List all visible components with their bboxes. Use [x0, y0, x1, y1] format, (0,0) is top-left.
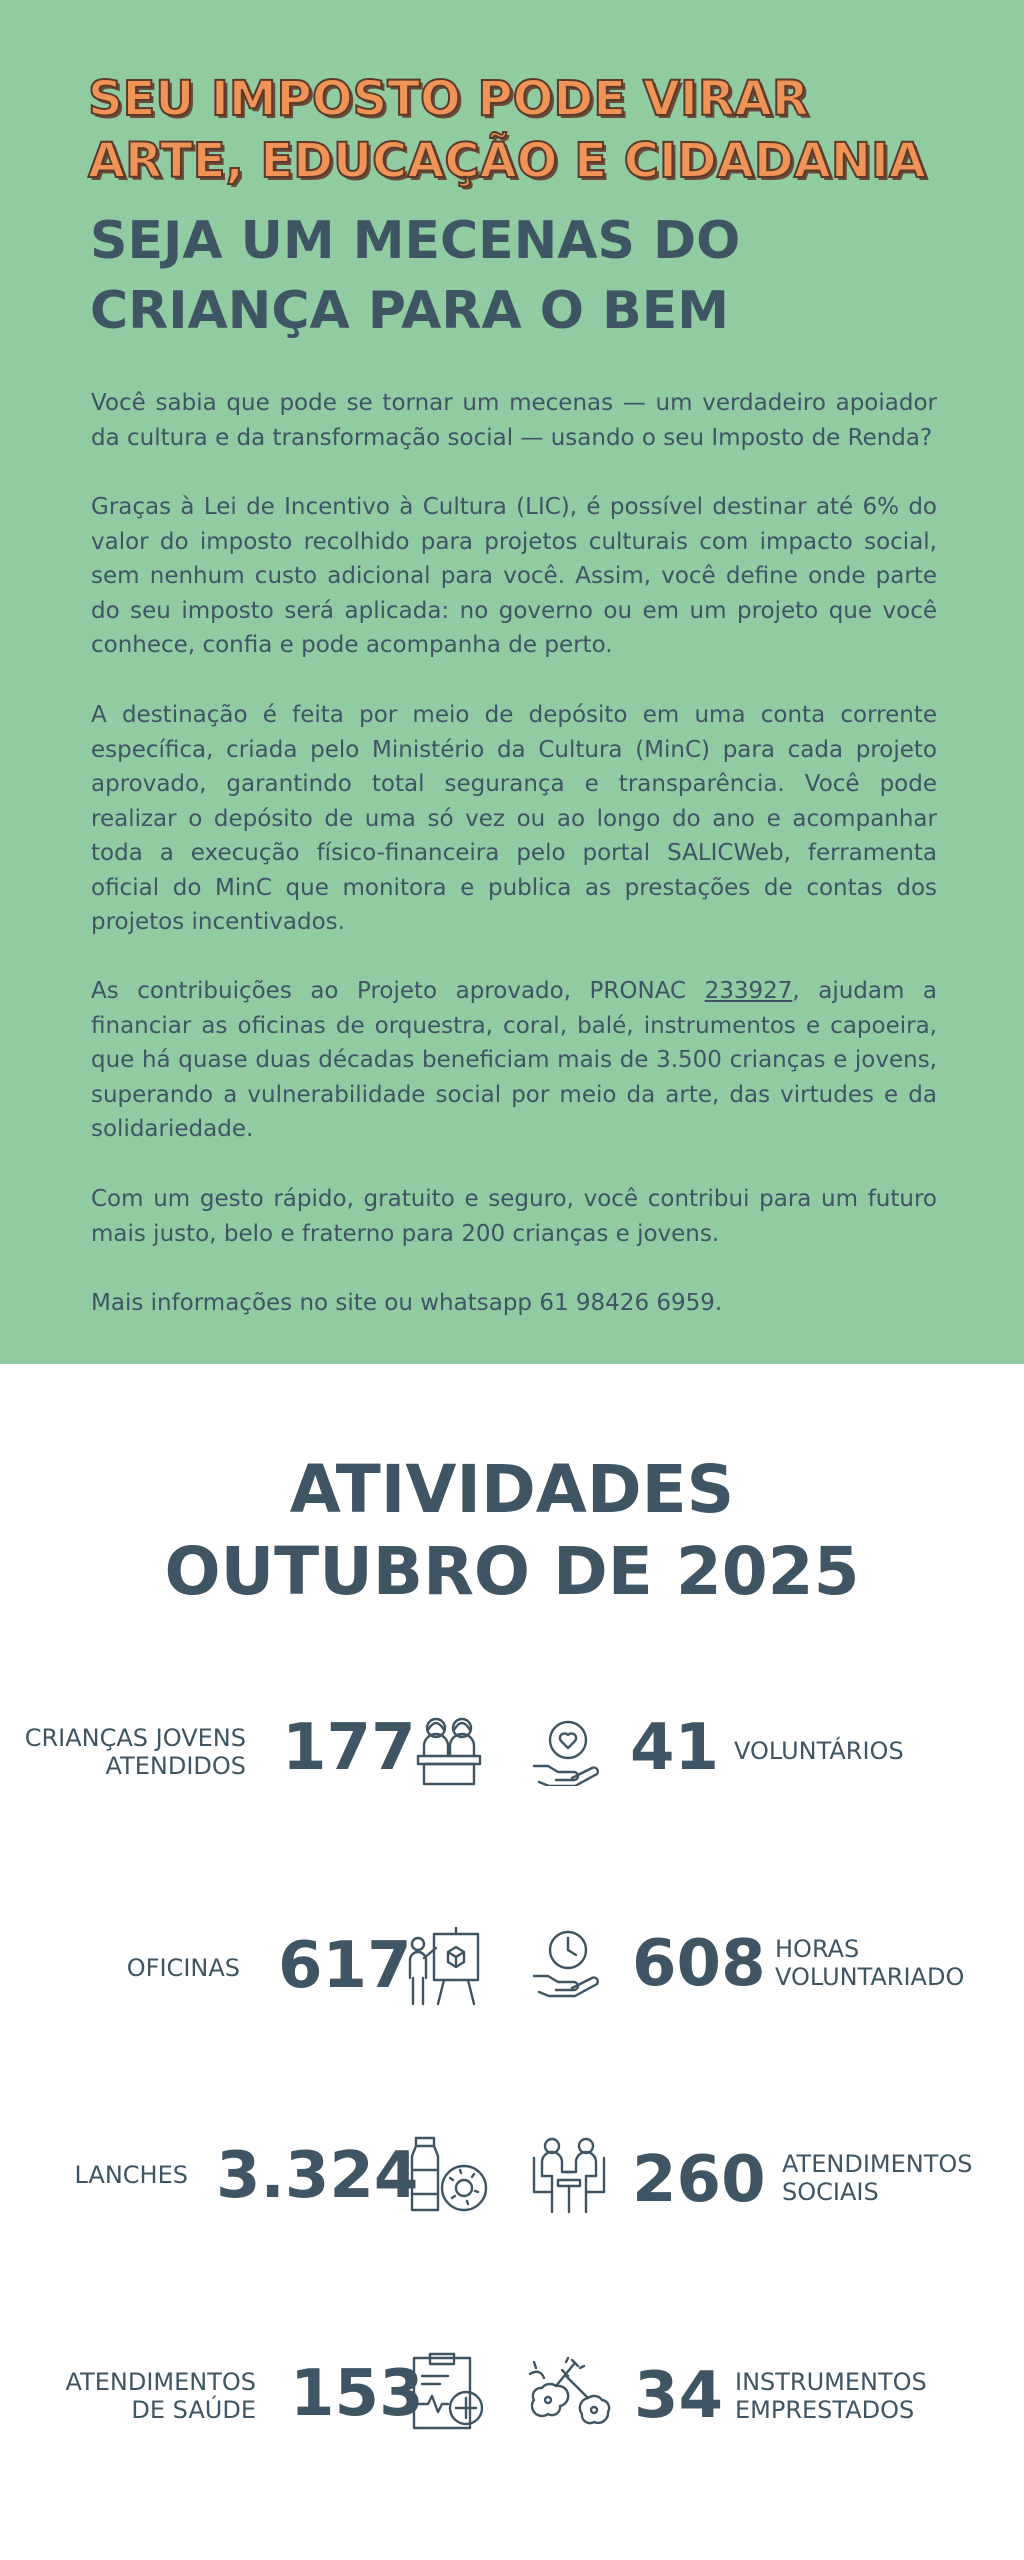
paragraph-contact: Mais informações no site ou whatsapp 61 98426 6959.: [91, 1290, 723, 1316]
headline-line-1: SEU IMPOSTO PODE VIRAR: [88, 71, 809, 127]
stat-label-criancas-l2: ATENDIDOS: [105, 1752, 246, 1780]
stat-label-oficinas: OFICINAS: [126, 1954, 240, 1982]
stat-label-atend-sociais-l2: SOCIAIS: [782, 2178, 879, 2206]
stat-label-horas-l2: VOLUNTARIADO: [775, 1963, 965, 1991]
stat-label-criancas: [20, 1724, 246, 1780]
stat-label-saude-l2: DE SAÚDE: [131, 2396, 256, 2424]
paragraph-pronac: [91, 974, 937, 1147]
paragraph-gesture: Com um gesto rápido, gratuito e seguro, você contribui para um futuro mais justo, belo e fraterno para 200 crianças e jovens.: [91, 1186, 937, 1247]
paragraph-deposit: A destinação é feita por meio de depósito em uma conta corrente específica, criada pelo Ministério da Cultura (MinC) para cada projeto aprovado, garantindo total segurança e transparência. Você pode realizar o depósito de uma só vez ou ao longo do ano e acompanhar toda a execução físico-financeira pelo portal SALICWeb, ferramenta oficial do MinC que monitora e publica as prestações de contas dos projetos incentivados.: [91, 702, 937, 935]
subheadline-line-2: CRIANÇA PARA O BEM: [90, 281, 730, 341]
stat-label-instrumentos-l1: INSTRUMENTOS: [735, 2368, 927, 2396]
teacher-board-icon: [404, 1926, 484, 2006]
pronac-number: 233927: [704, 978, 793, 1004]
stat-label-lanches: LANCHES: [74, 2161, 188, 2189]
stat-value-lanches: 3.324: [216, 2139, 419, 2213]
stat-label-atend-sociais: [782, 2150, 973, 2206]
students-icon: [410, 1710, 488, 1788]
medical-clipboard-icon: [410, 2352, 486, 2432]
stat-value-voluntarios: 41: [630, 1711, 720, 1785]
stat-value-atend-sociais: 260: [632, 2143, 766, 2217]
clock-hand-icon: [530, 1928, 604, 1998]
heart-hand-icon: [530, 1716, 604, 1786]
activities-title-line-2: OUTUBRO DE 2025: [164, 1533, 860, 1610]
paragraph-intro: Você sabia que pode se tornar um mecenas — um verdadeiro apoiador da cultura e da transformação social — usando o seu Imposto de Renda?: [91, 390, 937, 451]
guitars-icon: [528, 2354, 612, 2430]
bottle-donut-icon: [408, 2136, 490, 2214]
activities-title-line-1: ATIVIDADES: [289, 1451, 735, 1528]
stat-label-atend-sociais-l1: ATENDIMENTOS: [782, 2150, 973, 2178]
paragraph-lic: Graças à Lei de Incentivo à Cultura (LIC), é possível destinar até 6% do valor do imposto recolhido para projetos culturais com impacto social, sem nenhum custo adicional para você. Assim, você define onde parte do seu imposto será aplicada: no governo ou em um projeto que você conhece, confia e pode acompanha de perto.: [91, 494, 937, 658]
stat-value-oficinas: 617: [278, 1929, 412, 2003]
stat-label-criancas-l1: CRIANÇAS JOVENS: [24, 1724, 246, 1752]
stat-label-instrumentos: [735, 2368, 927, 2424]
stat-label-saude-l1: ATENDIMENTOS: [65, 2368, 256, 2396]
headline-line-2: ARTE, EDUCAÇÃO E CIDADANIA: [88, 133, 927, 189]
stat-value-horas: 608: [632, 1927, 766, 2001]
stat-label-horas: [775, 1935, 964, 1991]
stat-label-saude: [20, 2368, 256, 2424]
stat-label-horas-l1: HORAS: [775, 1935, 860, 1963]
stat-value-instrumentos: 34: [634, 2359, 724, 2433]
pronac-text-after: , ajudam a financiar as oficinas de orquestra, coral, balé, instrumentos e capoeira, que há quase duas décadas beneficiam mais de 3.500 crianças e jovens, superando a vulnerabilidade social por meio da arte, das virtudes e da solidariedade.: [91, 978, 937, 1142]
stat-value-saude: 153: [290, 2357, 424, 2431]
stat-label-instrumentos-l2: EMPRESTADOS: [735, 2396, 915, 2424]
stat-label-voluntarios: VOLUNTÁRIOS: [734, 1737, 904, 1765]
subheadline-line-1: SEJA UM MECENAS DO: [90, 211, 741, 271]
stat-value-criancas: 177: [282, 1711, 416, 1785]
pronac-text-before: As contribuições ao Projeto aprovado, PRONAC: [91, 978, 705, 1004]
meeting-table-icon: [530, 2136, 608, 2214]
